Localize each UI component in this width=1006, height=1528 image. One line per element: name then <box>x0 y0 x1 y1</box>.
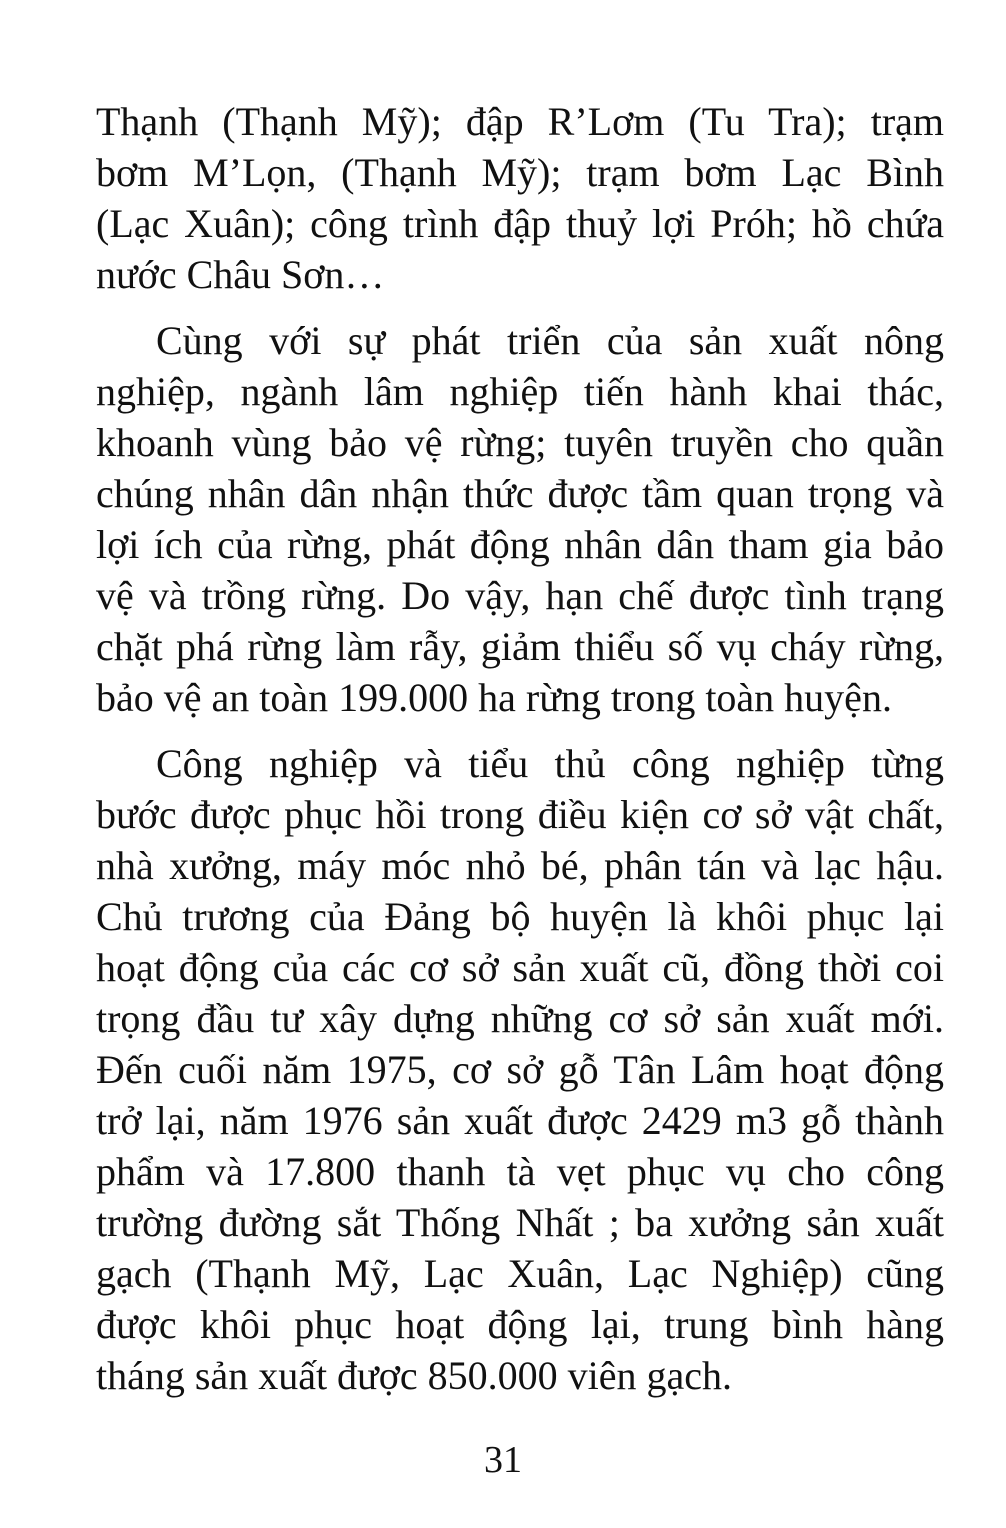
text-line: bước được phục hồi trong điều kiện cơ sở vật chất, <box>96 792 944 837</box>
text-line: bảo vệ an toàn 199.000 ha rừng trong toàn huyện. <box>96 675 892 720</box>
text-line: bơm M’Lọn, (Thạnh Mỹ); trạm bơm Lạc Bình <box>96 150 944 195</box>
text-line: (Lạc Xuân); công trình đập thuỷ lợi Próh; hồ chứa <box>96 201 944 246</box>
text-line: Cùng với sự phát triển của sản xuất nông <box>156 318 944 363</box>
text-line: Công nghiệp và tiểu thủ công nghiệp từng <box>156 741 944 786</box>
page-number: 31 <box>484 1439 522 1481</box>
text-line: nghiệp, ngành lâm nghiệp tiến hành khai thác, <box>96 369 944 414</box>
page-body <box>96 96 944 1401</box>
text-line: lợi ích của rừng, phát động nhân dân tham gia bảo <box>96 522 944 567</box>
paragraph-continuation <box>96 96 944 300</box>
text-line: Thạnh (Thạnh Mỹ); đập R’Lơm (Tu Tra); trạm <box>96 99 944 144</box>
text-line: hoạt động của các cơ sở sản xuất cũ, đồng thời coi <box>96 945 944 990</box>
text-line: vệ và trồng rừng. Do vậy, hạn chế được tình trạng <box>96 573 944 618</box>
paragraph-forestry <box>96 315 944 723</box>
text-line: nhà xưởng, máy móc nhỏ bé, phân tán và lạc hậu. <box>96 843 944 888</box>
text-line: trọng đầu tư xây dựng những cơ sở sản xuất mới. <box>96 996 944 1041</box>
text-line: gạch (Thạnh Mỹ, Lạc Xuân, Lạc Nghiệp) cũng <box>96 1251 944 1296</box>
text-line: Đến cuối năm 1975, cơ sở gỗ Tân Lâm hoạt động <box>96 1047 944 1092</box>
paragraph-industry <box>96 738 944 1401</box>
text-line: được khôi phục hoạt động lại, trung bình hàng <box>96 1302 944 1347</box>
text-line: khoanh vùng bảo vệ rừng; tuyên truyền cho quần <box>96 420 944 465</box>
text-line: chặt phá rừng làm rẫy, giảm thiểu số vụ cháy rừng, <box>96 624 944 669</box>
text-line: trường đường sắt Thống Nhất ; ba xưởng sản xuất <box>96 1200 944 1245</box>
text-line: chúng nhân dân nhận thức được tầm quan trọng và <box>96 471 944 516</box>
text-line: nước Châu Sơn… <box>96 252 385 297</box>
text-line: trở lại, năm 1976 sản xuất được 2429 m3 gỗ thành <box>96 1098 944 1143</box>
text-line: Chủ trương của Đảng bộ huyện là khôi phục lại <box>96 894 944 939</box>
text-line: tháng sản xuất được 850.000 viên gạch. <box>96 1353 733 1398</box>
text-line: phẩm và 17.800 thanh tà vẹt phục vụ cho công <box>96 1149 944 1194</box>
